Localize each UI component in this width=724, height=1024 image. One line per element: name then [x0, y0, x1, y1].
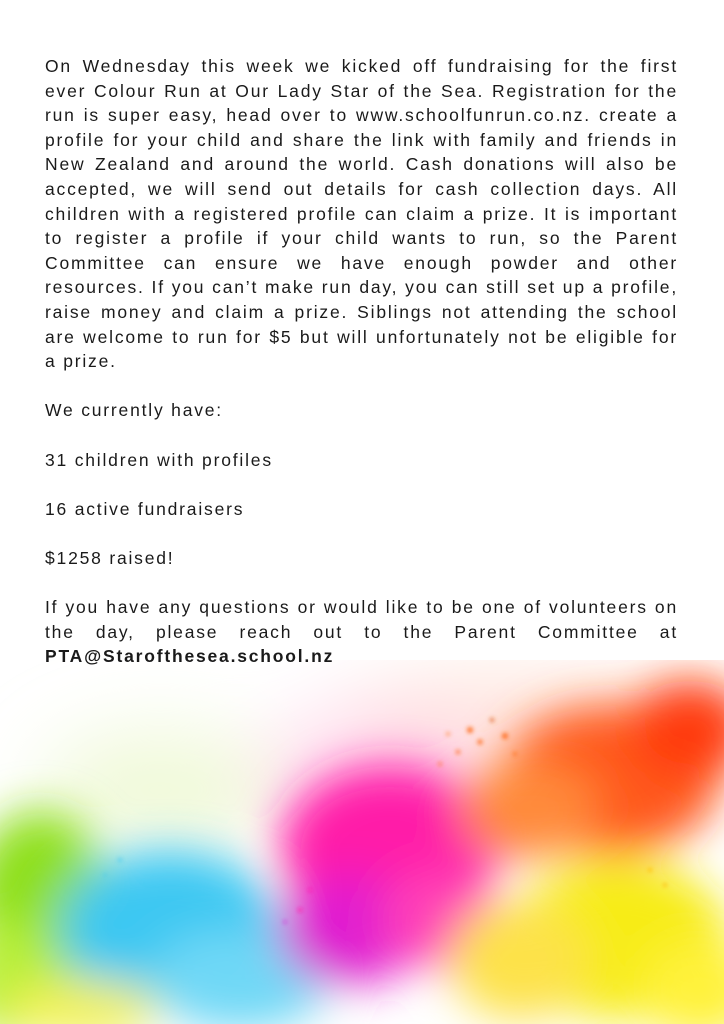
stat-profiles: 31 children with profiles	[45, 449, 273, 470]
closing-text: If you have any questions or would like to be one of volunteers on the day, please reach out to the Parent Committee at	[45, 597, 678, 642]
stats-heading: We currently have:	[45, 400, 223, 421]
colour-powder-splash-illustration	[0, 660, 724, 1024]
contact-email: PTA@Starofthesea.school.nz	[45, 646, 335, 667]
stat-raised: $1258 raised!	[45, 547, 175, 568]
article-body	[45, 54, 678, 693]
intro-paragraph: On Wednesday this week we kicked off fundraising for the first ever Colour Run at Our Lady Star of the Sea. Registration for the run is super easy, head over to www.schoolfunrun.co.nz. create a profile for your child and share the link with family and friends in New Zealand and around the world. Cash donations will also be accepted, we will send out details for cash collection days. All children with a registered profile can claim a prize. It is important to register a profile if your child wants to run, so the Parent Committee can ensure we have enough powder and other resources. If you can’t make run day, you can still set up a profile, raise money and claim a prize. Siblings not attending the school are welcome to run for $5 but will unfortunately not be eligible for a prize.	[45, 56, 678, 372]
closing-paragraph	[45, 595, 678, 669]
stat-fundraisers: 16 active fundraisers	[45, 498, 245, 519]
